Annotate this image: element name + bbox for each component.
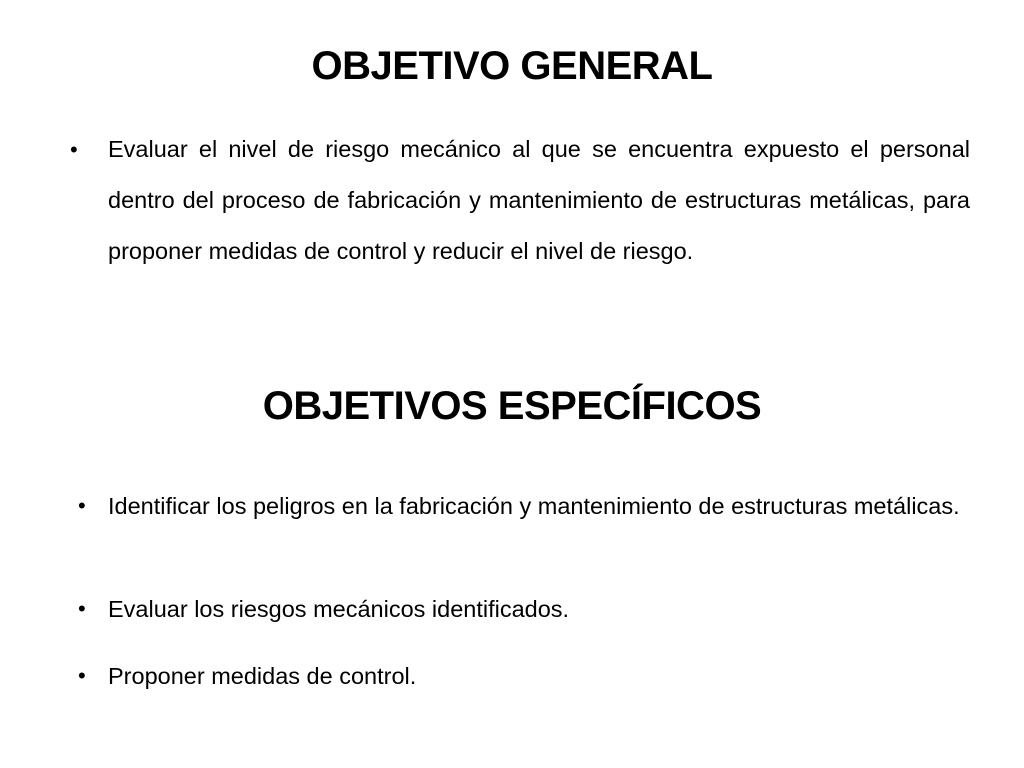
bullet-marker: • — [78, 663, 86, 688]
general-objective-text: Evaluar el nivel de riesgo mecánico al que se encuentra expuesto el personal dentro del proceso de fabricación y mantenimiento de estructuras metálicas, para proponer medidas de control y reducir el nivel de riesgo. — [108, 136, 970, 264]
bullet-marker: • — [78, 596, 86, 621]
heading-objetivo-general: OBJETIVO GENERAL — [311, 44, 713, 88]
list-item: Proponer medidas de control. — [108, 663, 417, 689]
list-item: Identificar los peligros en la fabricación y mantenimiento de estructuras metálicas. — [108, 493, 960, 519]
bullet-marker: • — [78, 493, 86, 518]
list-item: Evaluar los riesgos mecánicos identificados. — [108, 596, 570, 622]
heading-objetivos-especificos: OBJETIVOS ESPECÍFICOS — [262, 384, 762, 428]
bullet-marker: • — [70, 137, 78, 162]
